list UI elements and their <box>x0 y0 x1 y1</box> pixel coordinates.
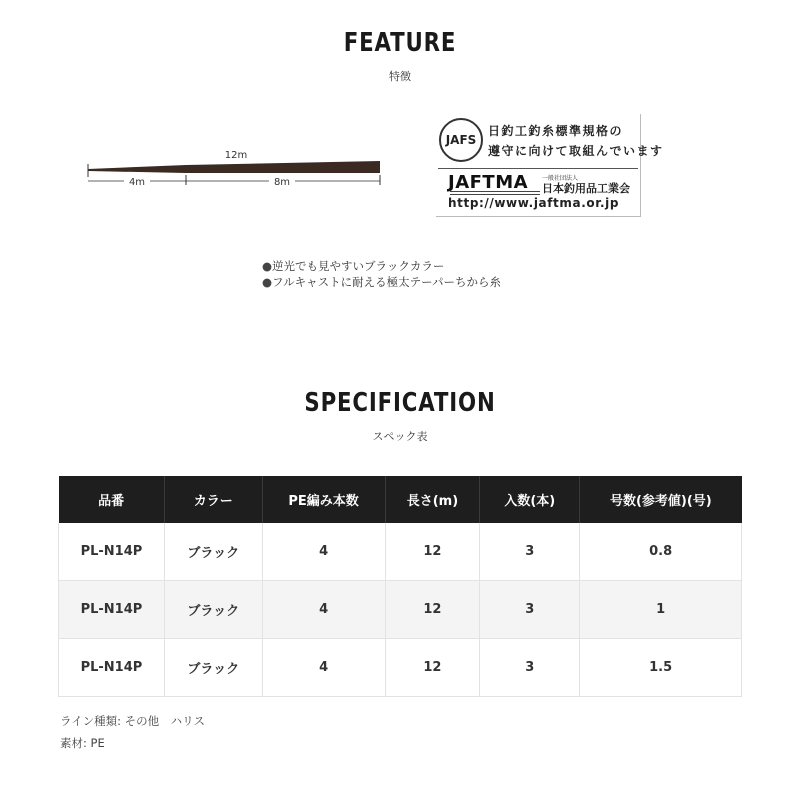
cell-color: ブラック <box>164 639 262 697</box>
table-header-row <box>59 476 742 523</box>
cell-size: 1 <box>580 581 742 639</box>
cell-part-number: PL-N14P <box>59 523 165 581</box>
cell-color: ブラック <box>164 581 262 639</box>
cell-size: 0.8 <box>580 523 742 581</box>
cell-quantity: 3 <box>480 581 580 639</box>
feature-subtitle: 特徴 <box>389 70 411 83</box>
specification-title: SPECIFICATION <box>304 388 496 418</box>
jafs-statement-line1: 日釣工釣糸標準規格の <box>488 124 624 138</box>
cell-length: 12 <box>385 639 480 697</box>
table-row <box>59 639 742 697</box>
spec-notes <box>60 710 205 754</box>
cell-size: 1.5 <box>580 639 742 697</box>
cell-part-number: PL-N14P <box>59 639 165 697</box>
header-size: 号数(参考値)(号) <box>580 476 742 523</box>
bullet-dot-icon: ● <box>262 259 273 273</box>
header-quantity: 入数(本) <box>480 476 580 523</box>
cell-pe-strands: 4 <box>262 523 385 581</box>
note-material: 素材: PE <box>60 736 105 750</box>
cell-pe-strands: 4 <box>262 639 385 697</box>
feature-bullet: ●フルキャストに耐える極太テーパーちから糸 <box>262 275 502 289</box>
cell-part-number: PL-N14P <box>59 581 165 639</box>
right-length-label: 8m <box>273 177 291 188</box>
note-line-type: ライン種類: その他 ハリス <box>60 714 205 728</box>
header-length: 長さ(m) <box>385 476 480 523</box>
specification-subtitle: スペック表 <box>372 430 428 443</box>
spec-table <box>58 476 742 697</box>
cell-quantity: 3 <box>480 523 580 581</box>
taper-line-shape <box>88 161 380 173</box>
jaftma-org-type: 一般社団法人 <box>542 175 579 182</box>
header-pe-strands: PE編み本数 <box>262 476 385 523</box>
left-length-label: 4m <box>128 177 146 188</box>
header-part-number: 品番 <box>59 476 165 523</box>
feature-title: FEATURE <box>343 28 457 58</box>
total-length-label: 12m <box>224 150 248 161</box>
jaftma-org-name: 日本釣用品工業会 <box>542 182 630 195</box>
bullet-dot-icon: ● <box>262 275 273 289</box>
cell-pe-strands: 4 <box>262 581 385 639</box>
taper-diagram <box>86 145 386 195</box>
badge-divider <box>438 168 638 169</box>
jafs-badge <box>436 114 664 217</box>
cell-color: ブラック <box>164 523 262 581</box>
cell-length: 12 <box>385 581 480 639</box>
table-row <box>59 523 742 581</box>
table-row <box>59 581 742 639</box>
cell-length: 12 <box>385 523 480 581</box>
jaftma-underline <box>450 191 540 195</box>
cell-quantity: 3 <box>480 639 580 697</box>
feature-bullet-list <box>262 258 501 290</box>
feature-bullet: ●逆光でも見やすいブラックカラー <box>262 259 445 273</box>
jafs-statement-line2: 遵守に向けて取組んでいます <box>488 144 664 158</box>
header-color: カラー <box>164 476 262 523</box>
jaftma-logo: JAFTMA <box>448 172 529 193</box>
jaftma-url: http://www.jaftma.or.jp <box>448 196 620 210</box>
jafs-logo: JAFS <box>439 118 483 162</box>
